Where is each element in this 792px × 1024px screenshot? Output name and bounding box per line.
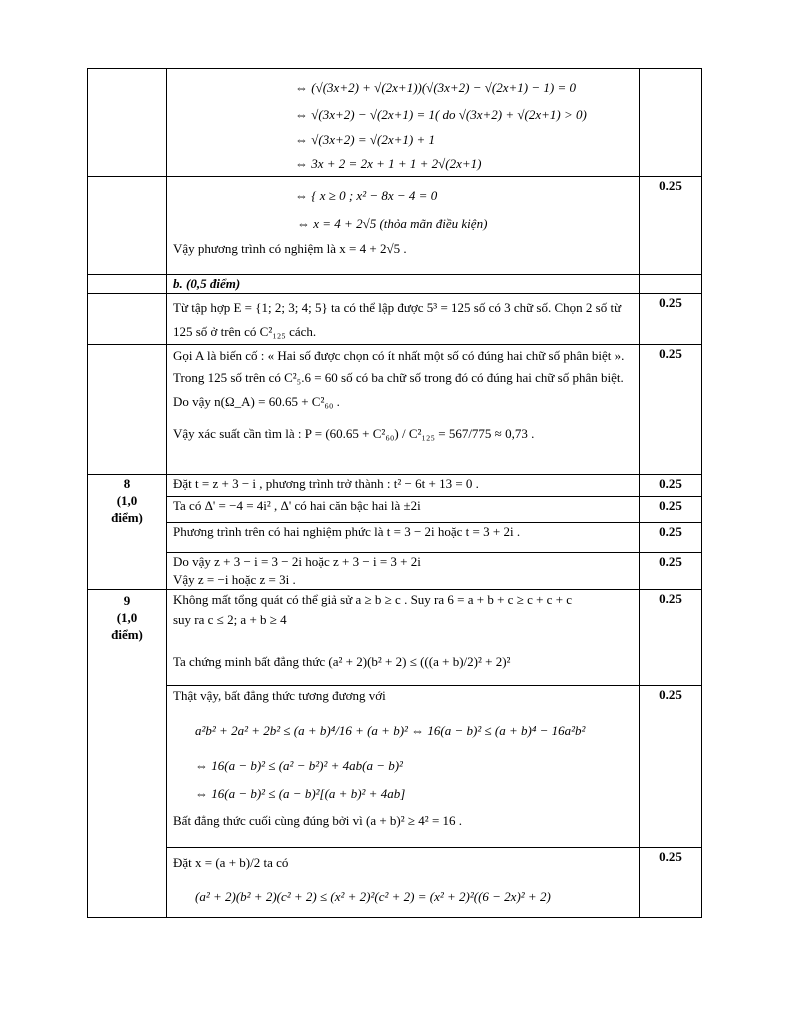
table-row — [88, 345, 702, 475]
question-points-unit: điểm) — [111, 627, 143, 642]
equation-line: ⇔ √(3x+2) = √(2x+1) + 1 — [295, 132, 435, 147]
paragraph: Không mất tổng quát có thể giả sử a ≥ b ≥ c . Suy ra 6 = a + b + c ≥ c + c + c — [173, 592, 573, 607]
score-cell: 0.25 — [640, 177, 702, 275]
equation-line: ⇔ { x ≥ 0 ; x² − 8x − 4 = 0 — [295, 188, 438, 203]
solution-cell: Phương trình trên có hai nghiệm phức là t = 3 − 2i hoặc t = 3 + 2i . — [167, 523, 640, 553]
question-points: (1,0 — [116, 493, 138, 508]
paragraph: Bất đẳng thức cuối cùng đúng bởi vì (a + b)² ≥ 4² = 16 . — [173, 813, 463, 828]
solution-cell — [167, 345, 640, 475]
table-row — [88, 275, 702, 294]
solution-cell — [167, 686, 640, 848]
table-row — [88, 523, 702, 553]
paragraph: Do vậy z + 3 − i = 3 − 2i hoặc z + 3 − i = 3 + 2i — [173, 554, 421, 569]
score-cell: 0.25 — [640, 497, 702, 523]
solution-cell — [167, 553, 640, 590]
paragraph: Gọi A là biến cố : « Hai số được chọn có ít nhất một số có đúng hai chữ số phân biệt ». — [173, 348, 625, 363]
solution-cell: Đặt t = z + 3 − i , phương trình trở thành : t² − 6t + 13 = 0 . — [167, 475, 640, 497]
solution-table — [87, 68, 702, 918]
equation-line: ⇔ 16(a − b)² ≤ (a² − b²)² + 4ab(a − b)² — [195, 758, 403, 773]
question-points-unit: điểm) — [111, 510, 143, 525]
question-number: 8 — [123, 476, 131, 491]
score-cell: 0.25 — [640, 553, 702, 590]
question-cell — [88, 294, 167, 345]
paragraph: Thật vậy, bất đẳng thức tương đương với — [173, 688, 386, 703]
score-cell: 0.25 — [640, 590, 702, 686]
paragraph: suy ra c ≤ 2; a + b ≥ 4 — [173, 612, 287, 627]
question-points: (1,0 — [116, 610, 138, 625]
equation-line: (a² + 2)(b² + 2)(c² + 2) ≤ (x² + 2)²(c² + 2) = (x² + 2)²((6 − 2x)² + 2) — [195, 889, 551, 904]
table-row — [88, 848, 702, 918]
score-cell: 0.25 — [640, 523, 702, 553]
part-heading: b. (0,5 điểm) — [167, 275, 640, 294]
equation-line: ⇔ (√(3x+2) + √(2x+1))(√(3x+2) − √(2x+1) − 1) = 0 — [295, 80, 576, 95]
table-row — [88, 475, 702, 497]
table-row — [88, 686, 702, 848]
paragraph: Vậy z = −i hoặc z = 3i . — [173, 572, 296, 587]
score-cell — [640, 69, 702, 177]
question-number: 9 — [123, 593, 131, 608]
paragraph: Trong 125 số trên có C²₅.6 = 60 số có ba chữ số trong đó có đúng hai chữ số phân biệt. Do vậy n(Ω_A) = 60.65 + C²₆₀ . — [173, 370, 624, 409]
solution-cell — [167, 848, 640, 918]
question-cell — [88, 275, 167, 294]
solution-cell — [167, 177, 640, 275]
table-row — [88, 590, 702, 686]
equation-line: ⇔ √(3x+2) − √(2x+1) = 1( do √(3x+2) + √(2x+1) > 0) — [295, 107, 587, 122]
score-cell: 0.25 — [640, 345, 702, 475]
solution-cell — [167, 590, 640, 686]
equation-line: ⇔ 16(a − b)² ≤ (a − b)²[(a + b)² + 4ab] — [195, 786, 406, 801]
score-cell: 0.25 — [640, 294, 702, 345]
solution-cell: Từ tập hợp E = {1; 2; 3; 4; 5} ta có thể lập được 5³ = 125 số có 3 chữ số. Chọn 2 số từ 125 số ở trên có C²₁₂₅ cách. — [167, 294, 640, 345]
equation-line: ⇔ x = 4 + 2√5 (thỏa mãn điều kiện) — [297, 216, 488, 231]
solution-cell — [167, 69, 640, 177]
table-row — [88, 177, 702, 275]
equation-line: ⇔ 3x + 2 = 2x + 1 + 1 + 2√(2x+1) — [295, 156, 482, 171]
equation-line: a²b² + 2a² + 2b² ≤ (a + b)⁴/16 + (a + b)² ⇔ 16(a − b)² ≤ (a + b)⁴ − 16a²b² — [195, 723, 586, 738]
table-row — [88, 553, 702, 590]
question-cell — [88, 69, 167, 177]
table-row — [88, 69, 702, 177]
question-label — [88, 475, 167, 590]
table-row — [88, 294, 702, 345]
question-label — [88, 590, 167, 918]
score-cell: 0.25 — [640, 475, 702, 497]
table-row — [88, 497, 702, 523]
question-cell — [88, 177, 167, 275]
paragraph: Vậy xác suất cần tìm là : P = (60.65 + C²₆₀) / C²₁₂₅ = 567/775 ≈ 0,73 . — [173, 426, 535, 441]
question-cell — [88, 345, 167, 475]
paragraph: Ta chứng minh bất đẳng thức (a² + 2)(b² + 2) ≤ (((a + b)/2)² + 2)² — [173, 654, 511, 669]
score-cell: 0.25 — [640, 686, 702, 848]
score-cell: 0.25 — [640, 848, 702, 918]
paragraph: Đặt x = (a + b)/2 ta có — [173, 855, 289, 870]
solution-cell: Ta có Δ' = −4 = 4i² , Δ' có hai căn bậc hai là ±2i — [167, 497, 640, 523]
score-cell — [640, 275, 702, 294]
conclusion-text: Vậy phương trình có nghiệm là x = 4 + 2√5 . — [173, 241, 407, 256]
